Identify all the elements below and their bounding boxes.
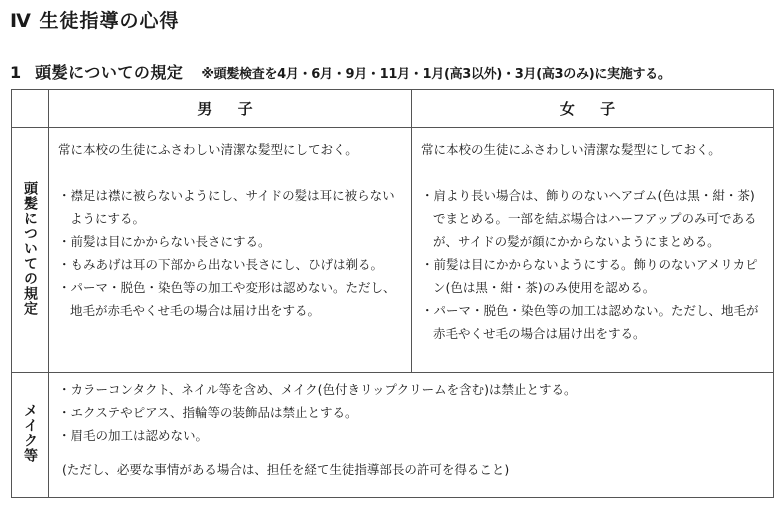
- header-male: 男 子: [49, 90, 412, 128]
- makeup-cell: [49, 373, 774, 498]
- header-female: 女 子: [412, 90, 774, 128]
- list-item: ・襟足は襟に被らないようにし、サイドの髪は耳に被らないようにする。: [58, 188, 395, 226]
- header-row: [12, 90, 774, 128]
- female-hair-cell: [412, 128, 774, 373]
- section-number: 1: [10, 63, 22, 82]
- corner-cell: [12, 90, 49, 128]
- list-item: ・眉毛の加工は認めない。: [58, 428, 209, 443]
- male-intro: 常に本校の生徒にふさわしい清潔な髪型にしておく。: [58, 142, 358, 157]
- list-item: ・肩より長い場合は、飾りのないヘアゴム(色は黒・紺・茶)でまとめる。一部を結ぶ場合はハーフアップのみ可であるが、サイドの髪が顔にかからないようにまとめる。: [421, 188, 757, 249]
- list-item: ・前髪は目にかからない長さにする。: [58, 234, 271, 249]
- section-heading: [10, 60, 778, 83]
- hair-rules-table: [11, 89, 774, 498]
- male-hair-cell: [49, 128, 412, 373]
- hair-row: [12, 128, 774, 373]
- hair-row-label: 頭髪についての規定: [22, 180, 38, 316]
- male-rules-list: [58, 184, 403, 322]
- makeup-row-label: メイク等: [22, 403, 38, 463]
- inspection-schedule-note: ※頭髪検査を4月・6月・9月・11月・1月(高3以外)・3月(高3のみ)に実施する。: [201, 67, 671, 82]
- list-item: ・パーマ・脱色・染色等の加工は認めない。ただし、地毛が赤毛やくせ毛の場合は届け出をする。: [421, 303, 759, 341]
- makeup-rules-list: [58, 378, 765, 447]
- list-item: ・もみあげは耳の下部から出ない長さにし、ひげは剃る。: [58, 257, 384, 272]
- list-item: ・カラーコンタクト、ネイル等を含め、メイク(色付きリップクリームを含む)は禁止とする。: [58, 382, 577, 397]
- hair-row-header: [12, 128, 49, 373]
- female-rules-list: [421, 184, 765, 345]
- section-title: 頭髪についての規定: [35, 63, 184, 82]
- page-title: Ⅳ 生徒指導の心得: [10, 10, 180, 32]
- list-item: ・エクステやピアス、指輪等の装飾品は禁止とする。: [58, 405, 358, 420]
- list-item: ・前髪は目にかからないようにする。飾りのないアメリカピン(色は黒・紺・茶)のみ使用を認める。: [421, 257, 758, 295]
- makeup-exception-note: (ただし、必要な事情がある場合は、担任を経て生徒指導部長の許可を得ること): [62, 462, 510, 477]
- female-intro: 常に本校の生徒にふさわしい清潔な髪型にしておく。: [421, 142, 721, 157]
- makeup-row: [12, 373, 774, 498]
- makeup-row-header: [12, 373, 49, 498]
- list-item: ・パーマ・脱色・染色等の加工や変形は認めない。ただし、地毛が赤毛やくせ毛の場合は届け出をする。: [58, 280, 396, 318]
